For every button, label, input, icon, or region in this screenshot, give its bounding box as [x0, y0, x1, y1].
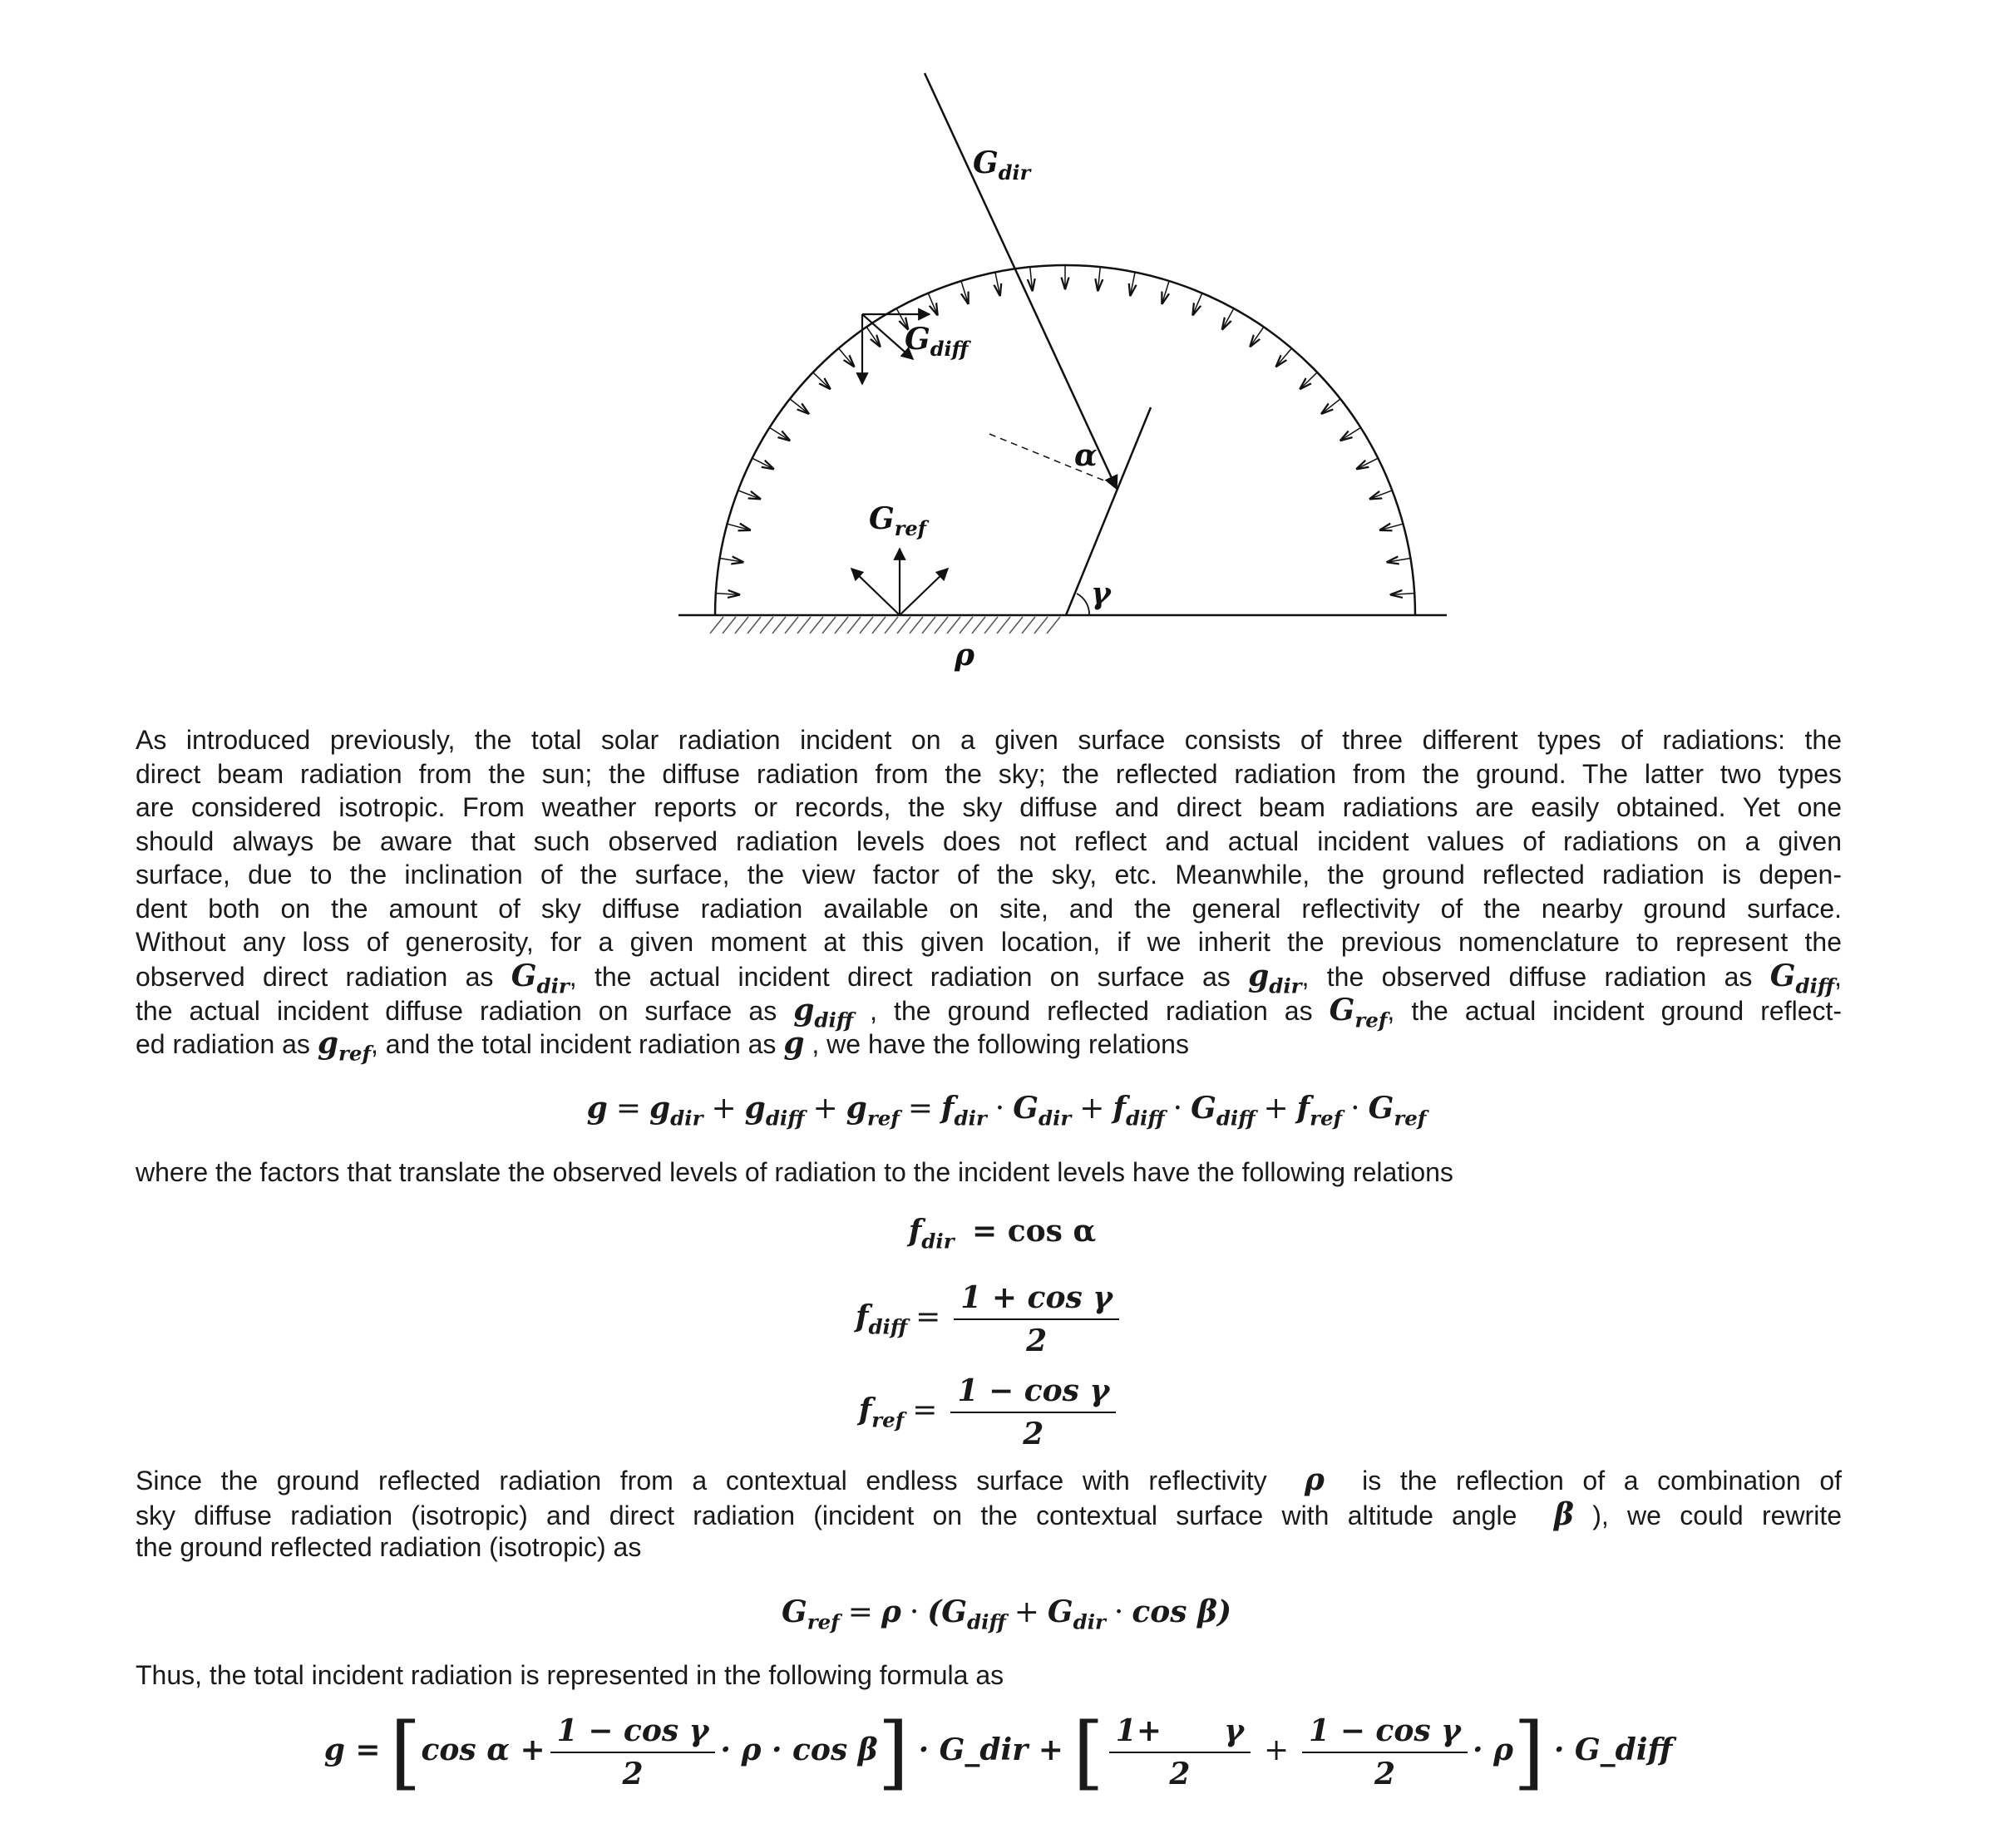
label-g-ref: $G_{ref}$ — [869, 501, 926, 540]
diffuse-tick — [866, 327, 880, 346]
hatch-line — [847, 617, 861, 633]
paragraph-intro: As introduced previously, the total solar radiation incident on a given surface consists of three different types of radiations: the direct beam radiation from the sun; the diffuse radiation from the sky; the reflected radiation from the ground. The latter two types are considered isotropic. From weather reports or records, the sky diffuse and direct beam radiations are easily obtained. Yet one should always be aware that such observed radiation levels does not reflect and actual incident values of radiations on a given surface, due to the inclination of the surface, the view factor of the sky, etc. Meanwhile, the ground reflected radiation is depen- dent both on the amount of sky diffuse radiation available on site, and the general reflectivity of the nearby ground surface. Without any loss of generosity, for a given moment at this given location, if we inherit the previous nomenclature to represent the observed direct radiation as $G_{dir}$, the actual incident direct radiation on surface as $g_{dir}$, the observed diffuse radiation as $G_{diff}$, the actual incident diffuse radiation on surface as $g_{diff}$ , the ground reflected radiation as $G_{ref}$, the actual incident ground reflect- — [136, 725, 1843, 1032]
hatch-line — [1022, 617, 1035, 633]
label-gamma: γ — [1091, 576, 1111, 611]
hatch-line — [772, 617, 786, 633]
hatch-line — [872, 617, 886, 633]
hatch-line — [885, 617, 898, 633]
equation-f-diff: $f_{diff}$ = $\frac{\text{1 + cos γ}}{2}$ — [0, 1280, 1996, 1358]
hatch-line — [1009, 617, 1023, 633]
diffuse-tick — [813, 372, 830, 388]
diffuse-tick — [1193, 293, 1202, 315]
sky-dome — [715, 265, 1415, 615]
diffuse-tick — [1030, 267, 1033, 290]
equation-final: g = [cos α + $\frac{\text{1 − cos γ}}{2}$ · ρ · cos β] · G_dir + [ $\frac{1+ \gamma}{2}$ + $\frac{\text{1 − cos γ}}{2}$ · ρ] · G_diff — [323, 1706, 1673, 1799]
diffuse-tick — [720, 559, 743, 563]
hatch-line — [785, 617, 798, 633]
diffuse-tick — [995, 272, 1000, 294]
diffuse-tick — [961, 281, 968, 303]
hatch-line — [935, 617, 948, 633]
diffuse-tick — [1276, 348, 1291, 366]
hatch-line — [723, 617, 736, 633]
diffuse-tick — [1162, 281, 1169, 303]
hatch-line — [735, 617, 748, 633]
hatch-line — [960, 617, 973, 633]
diffuse-tick — [1098, 267, 1100, 290]
hatch-line — [1047, 617, 1060, 633]
diffuse-tick — [728, 524, 750, 530]
paragraph-intro-end: ed radiation as $g_{ref}$, and the total incident radiation as g , we have the following relations — [136, 1026, 1189, 1066]
diffuse-tick — [1370, 490, 1392, 499]
label-rho: ρ — [955, 638, 974, 673]
diffuse-tick — [752, 458, 773, 469]
diffuse-tick — [738, 490, 760, 499]
direct-beam-arrow — [925, 73, 1117, 489]
diffuse-tick — [928, 293, 937, 315]
diffuse-tick — [790, 399, 808, 413]
reflected-arrow-right — [900, 569, 948, 615]
gamma-arc — [1077, 594, 1089, 615]
diffuse-tick — [1357, 458, 1378, 469]
equation-g-ref: $G_{ref} = \rho \cdot (G_{diff} + G_{dir} \cdot \cos \beta)$ — [781, 1594, 1232, 1634]
diffuse-tick — [1300, 372, 1317, 388]
label-g-dir: $G_{dir}$ — [973, 145, 1031, 185]
equation-f-dir: $f_{dir} = \cos \alpha$ — [908, 1214, 1097, 1254]
hatch-line — [897, 617, 910, 633]
diffuse-ticks — [716, 265, 1414, 594]
diffuse-tick — [1388, 559, 1411, 563]
paragraph-total: Thus, the total incident radiation is represented in the following formula as — [136, 1660, 1004, 1690]
diffuse-tick — [770, 427, 790, 440]
hatch-line — [910, 617, 923, 633]
hatch-line — [797, 617, 811, 633]
hatch-line — [760, 617, 773, 633]
hatch-line — [822, 617, 836, 633]
hatch-line — [835, 617, 848, 633]
diffuse-tick — [1222, 308, 1233, 329]
hatch-line — [947, 617, 960, 633]
diffuse-tick — [716, 594, 739, 595]
label-alpha: α — [1074, 438, 1098, 473]
equation-total: $g = g_{dir} + g_{diff} + g_{ref} = f_{dir} \cdot G_{dir} + f_{diff} \cdot G_{diff} + f_{ref} \cdot G_{ref}$ — [586, 1091, 1427, 1131]
diffuse-tick — [839, 348, 854, 366]
diffuse-tick — [1391, 594, 1414, 595]
diffuse-tick — [1130, 272, 1135, 294]
hatch-line — [1034, 617, 1048, 633]
hatch-line — [860, 617, 873, 633]
paragraph-factors: where the factors that translate the observed levels of radiation to the incident levels have the following relations — [136, 1157, 1453, 1187]
hatch-line — [747, 617, 761, 633]
hatch-line — [922, 617, 935, 633]
paragraph-reflected-end: the ground reflected radiation (isotropic) as — [136, 1532, 642, 1562]
diffuse-tick — [1380, 524, 1403, 530]
hatch-line — [984, 617, 998, 633]
equation-f-ref: $f_{ref}$ = $\frac{\text{1 − cos γ}}{2}$ — [0, 1373, 1996, 1451]
hatch-line — [710, 617, 723, 633]
diffuse-tick — [1251, 327, 1264, 346]
ground-hatching — [710, 617, 1060, 633]
radiation-diagram — [0, 0, 2013, 682]
paragraph-reflected: Since the ground reflected radiation from a contextual endless surface with reflectivity ρ is the reflection of a combination of sky diffuse radiation (isotropic) and direct radiation (incident on the contextual surface with altitude angle β ), we could rewrite — [136, 1462, 1843, 1532]
reflected-arrow-left — [851, 569, 900, 615]
label-g-diff: $G_{diff}$ — [905, 322, 969, 361]
diffuse-tick — [1341, 427, 1361, 440]
hatch-line — [810, 617, 823, 633]
surface-normal — [989, 434, 1118, 486]
hatch-line — [972, 617, 985, 633]
diffuse-tick — [1322, 399, 1340, 413]
hatch-line — [997, 617, 1010, 633]
